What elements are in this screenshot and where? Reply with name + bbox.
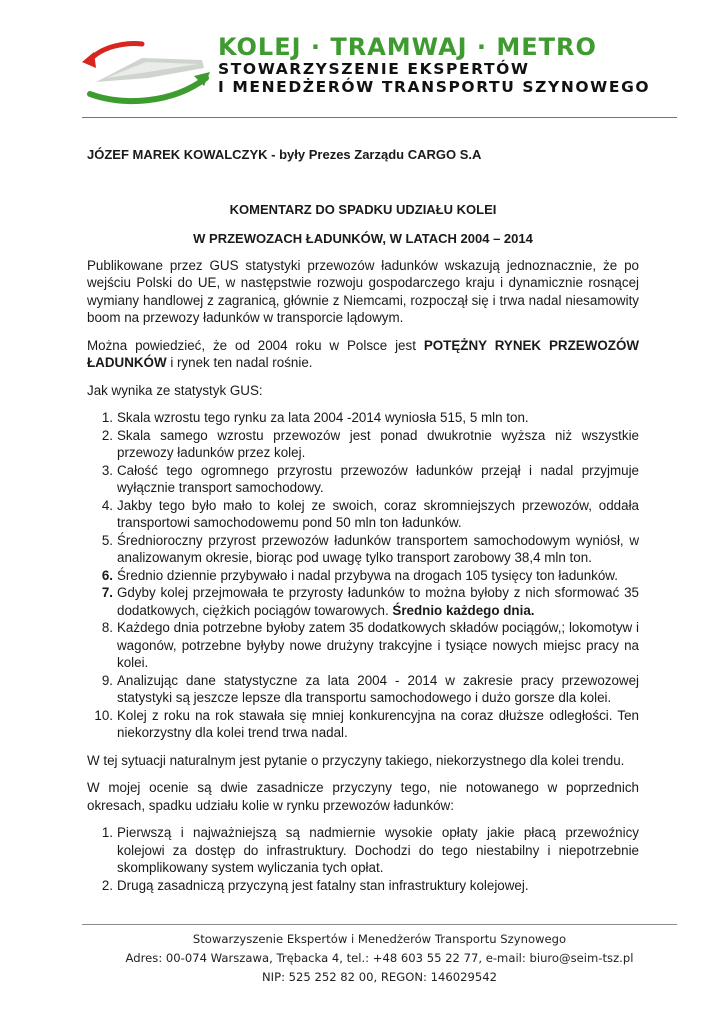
list-item-text: Średnio dziennie przybywało i nadal przybywa na drogach 105 tysięcy ton ładunków.	[117, 567, 618, 583]
list-item-text: Jakby tego było mało to kolej ze swoich, coraz skromniejszych przewozów, oddała transportowi samochodowemu pond 50 mln ton ładunków.	[117, 497, 639, 530]
list-item-number: 4.	[101, 497, 113, 513]
list-item-text: Skala wzrostu tego rynku za lata 2004 -2014 wyniosła 515, 5 mln ton.	[117, 410, 529, 425]
footer-registration: NIP: 525 252 82 00, REGON: 146029542	[261, 970, 497, 984]
list-item-text: Skala samego wzrostu przewozów jest ponad dwukrotnie wyższa niż wszystkie przewozy ładunków przez kolej.	[117, 427, 639, 460]
list-item-number: 1.	[101, 410, 113, 425]
list-item-number: 2.	[101, 877, 113, 893]
footer	[82, 930, 677, 987]
list-item-bold-text: Średnio każdego dnia.	[392, 602, 535, 618]
list-item-text: Drugą zasadniczą przyczyną jest fatalny stan infrastruktury kolejowej.	[117, 877, 529, 893]
brand-block	[218, 34, 688, 96]
list-item-text: Analizując dane statystyczne za lata 2004 - 2014 w zakresie pracy przewozowej statystyki są jeszcze lepsze dla transportu samochodowego i dużo gorsze dla kolei.	[117, 672, 639, 705]
list-item-number: 5.	[101, 532, 113, 548]
list-item-number: 8.	[101, 620, 113, 635]
list-item	[87, 824, 639, 877]
list-item	[87, 427, 639, 462]
stats-list	[87, 409, 639, 742]
header-divider	[82, 117, 677, 118]
list-item-number: 2.	[101, 427, 113, 443]
footer-organization: Stowarzyszenie Ekspertów i Menedżerów Transportu Szynowego	[192, 932, 567, 946]
brand-subtitle-line1: STOWARZYSZENIE EKSPERTÓW	[218, 60, 530, 78]
list-item	[87, 567, 639, 585]
list-item-text: Gdyby kolej przejmowała te przyrosty ładunków to można byłoby z nich sformować 35 dodatkowych, ciężkich pociągów towarowych.	[117, 585, 639, 618]
list-item	[87, 877, 639, 895]
list-item	[87, 584, 639, 619]
paragraph-market-bold: POTĘŻNY RYNEK PRZEWOZÓW ŁADUNKÓW	[87, 337, 639, 370]
list-item-number: 9.	[101, 672, 113, 688]
list-item-text: Całość tego ogromnego przyrostu przewozów ładunków przejął i nadal przyjmuje wyłącznie transport samochodowy.	[117, 462, 639, 495]
footer-address: Adres: 00-074 Warszawa, Trębacka 4, tel.: +48 603 55 22 77, e-mail: biuro@seim-tsz.pl	[125, 951, 634, 965]
paragraph-market	[87, 337, 639, 372]
paragraph-intro: Publikowane przez GUS statystyki przewozów ładunków wskazują jednoznacznie, że po wejściu Polski do UE, w następstwie rozwoju gospodarczego kraju i dynamicznie rosnącej wymiany handlowej z zagranicą, głównie z Niemcami, rozpoczął się i trwa nadal niesamowity boom na przewozy ładunków w transporcie lądowym.	[87, 257, 639, 325]
document-body	[87, 146, 639, 904]
paragraph-stats-lead: Jak wynika ze statystyk GUS:	[87, 382, 263, 398]
list-item-number: 1.	[101, 825, 113, 840]
list-item	[87, 619, 639, 672]
list-item-number: 6.	[101, 567, 113, 583]
list-item-text: Każdego dnia potrzebne byłoby zatem 35 dodatkowych składów pociągów,; lokomotyw i wagonów, potrzebne byłyby nowe drużyny trakcyjne i tysiące nowych miejsc pracy na kolei.	[117, 620, 639, 670]
list-item-text: Średnioroczny przyrost przewozów ładunków transportem samochodowym wyniósł, w analizowanym okresie, biorąc pod uwagę tylko transport zarobowy 38,4 mln ton.	[117, 532, 639, 565]
document-title-line1: KOMENTARZ DO SPADKU UDZIAŁU KOLEI	[229, 201, 497, 217]
paragraph-causes-lead: W mojej ocenie są dwie zasadnicze przyczyny tego, nie notowanego w poprzednich okresach, spadku udziału kolie w rynku przewozów ładunków:	[87, 780, 639, 813]
list-item	[87, 672, 639, 707]
list-item	[87, 409, 639, 427]
train-logo-icon	[82, 38, 212, 108]
list-item-text: Kolej z roku na rok stawała się mniej konkurencyjna na coraz dłuższe odległości. Ten niekorzystny dla kolei trend trwa nadal.	[117, 707, 639, 740]
brand-title: KOLEJ · TRAMWAJ · METRO	[218, 33, 597, 61]
paragraph-market-end: i rynek ten nadal rośnie.	[166, 355, 313, 370]
list-item-number: 7.	[101, 585, 113, 600]
paragraph-question: W tej sytuacji naturalnym jest pytanie o przyczyny takiego, niekorzystnego dla kolei trendu.	[87, 752, 625, 768]
letterhead	[82, 34, 682, 114]
list-item	[87, 707, 639, 742]
causes-list	[87, 824, 639, 894]
list-item-number: 3.	[101, 462, 113, 478]
list-item	[87, 497, 639, 532]
list-item-number: 10.	[94, 707, 113, 723]
document-title-line2: W PRZEWOZACH ŁADUNKÓW, W LATACH 2004 – 2014	[193, 230, 533, 246]
list-item-text: Pierwszą i najważniejszą są nadmiernie wysokie opłaty jakie płacą przewoźnicy kolejowi za dostęp do infrastruktury. Dochodzi do tego niestabilny i niepotrzebnie skomplikowany system wyliczania tych opłat.	[117, 825, 639, 875]
brand-subtitle-line2: I MENEDŻERÓW TRANSPORTU SZYNOWEGO	[218, 78, 651, 96]
paragraph-market-start: Można powiedzieć, że od 2004 roku w Polsce jest	[87, 337, 424, 353]
list-item	[87, 532, 639, 567]
author-line: JÓZEF MAREK KOWALCZYK - były Prezes Zarządu CARGO S.A	[87, 147, 482, 162]
list-item	[87, 462, 639, 497]
footer-divider	[82, 924, 677, 925]
